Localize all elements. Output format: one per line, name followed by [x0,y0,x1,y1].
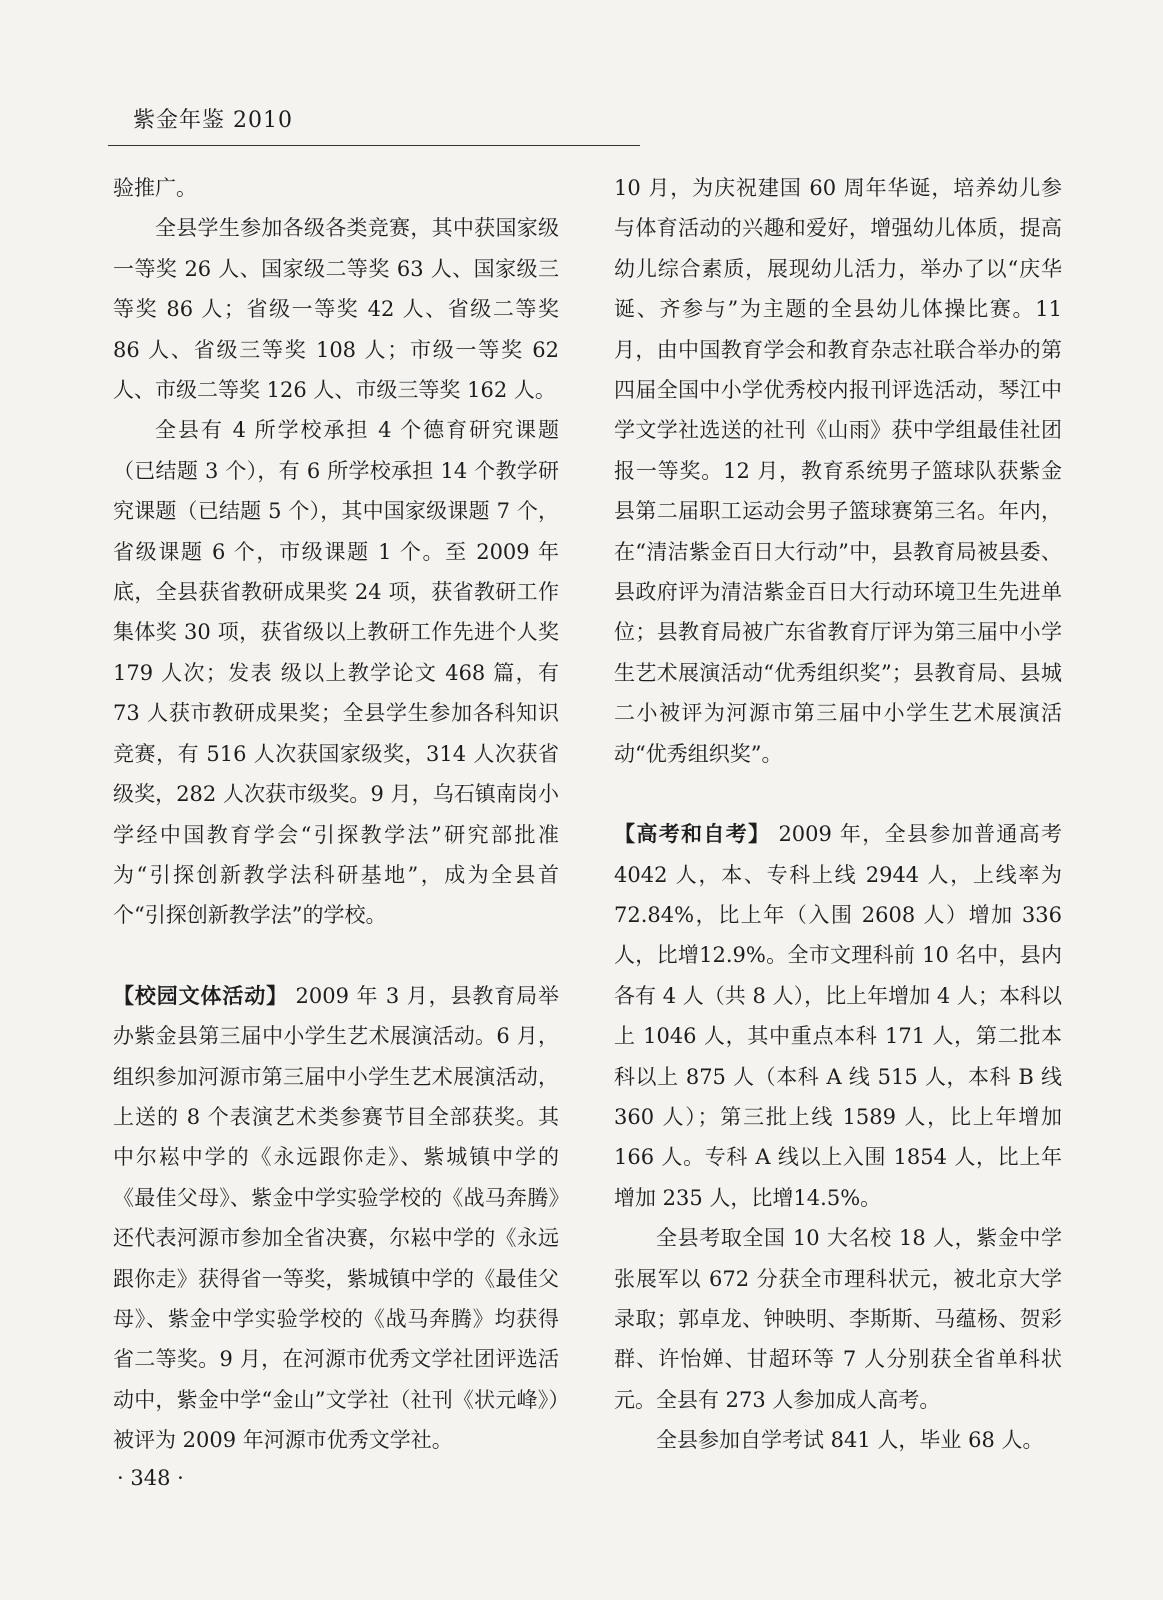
paragraph: 全县有 4 所学校承担 4 个德育研究课题（已结题 3 个），有 6 所学校承担 14 个教学研究课题（已结题 5 个），其中国家级课题 7 个，省级课题 6 个，市级课题 1 个。至 2009 年底，全县获省教研成果奖 24 项，获省教研工作集体奖 30 项，获省级以上教研工作先进个人奖 179 人次；发表 级以上教学论文 468 篇，有 73 人获市教研成果奖；全县学生参加各科知识竞赛，有 516 人次获国家级奖，314 人次获省级奖，282 人次获市级奖。9 月，乌石镇南岗小学经中国教育学会“引探教学法”研究部批准为“引探创新教学法科研基地”，成为全县首个“引探创新教学法”的学校。 [113,418,559,928]
section-title: 【校园文体活动】 [113,983,288,1008]
running-title: 紫金年鉴 2010 [133,108,293,133]
right-column [614,168,1062,1461]
paragraph: 全县学生参加各级各类竞赛，其中获国家级一等奖 26 人、国家级二等奖 63 人、国家级三等奖 86 人；省级一等奖 42 人、省级二等奖 86 人、省级三等奖 108 人；市级一等奖 62 人、市级二等奖 126 人、市级三等奖 162 人。 [113,216,559,403]
header-rule [108,145,640,146]
page-number: · 348 · [117,1466,184,1490]
paragraph: 2009 年 3 月，县教育局举办紫金县第三届中小学生艺术展演活动。6 月，组织参加河源市第三届中小学生艺术展演活动，上送的 8 个表演艺术类参赛节目全部获奖。其中尔崧中学的《永远跟你走》、紫城镇中学的《最佳父母》、紫金中学实验学校的《战马奔腾》还代表河源市参加全省决赛，尔崧中学的《永远跟你走》获得省一等奖，紫城镇中学的《最佳父母》、紫金中学实验学校的《战马奔腾》均获得省二等奖。9 月，在河源市优秀文学社团评选活动中，紫金中学“金山”文学社（社刊《状元峰》）被评为 2009 年河源市优秀文学社。 [113,983,560,1453]
paragraph: 验推广。 [113,176,197,200]
paragraph: 2009 年，全县参加普通高考 4042 人，本、专科上线 2944 人，上线率为 72.84%，比上年（入围 2608 人）增加 336 人，比增12.9%。全市文理科前 10 名中，县内各有 4 人（共 8 人），比上年增加 4 人；本科以上 1046 人，其中重点本科 171 人，第二批本科以上 875 人（本科 A 线 515 人，本科 B 线 360 人）；第三批上线 1589 人，比上年增加 166 人。专科 A 线以上入围 1854 人，比上年增加 235 人，比增14.5%。 [614,822,1063,1210]
section-campus-activities [113,976,559,1461]
paragraph: 10 月，为庆祝建国 60 周年华诞，培养幼儿参与体育活动的兴趣和爱好，增强幼儿体质，提高幼儿综合素质，展现幼儿活力，举办了以“庆华诞、齐参与”为主题的全县幼儿体操比赛。11 月，由中国教育学会和教育杂志社联合举办的第四届全国中小学优秀校内报刊评选活动，琴江中学文学社选送的社刊《山雨》获中学组最佳社团报一等奖。12 月，教育系统男子篮球队获紫金县第二届职工运动会男子篮球赛第三名。年内，在“清洁紫金百日大行动”中，县教育局被县委、县政府评为清洁紫金百日大行动环境卫生先进单位；县教育局被广东省教育厅评为第三届中小学生艺术展演活动“优秀组织奖”；县教育局、县城二小被评为河源市第三届中小学生艺术展演活动“优秀组织奖”。 [614,176,1062,766]
left-column [113,168,559,1461]
paragraph: 全县参加自学考试 841 人，毕业 68 人。 [656,1428,1044,1453]
section-exams [614,814,1062,1218]
paragraph: 全县考取全国 10 大名校 18 人，紫金中学张展军以 672 分获全市理科状元，被北京大学录取；郭卓龙、钟映明、李斯斯、马蕴杨、贺彩群、许怡婵、甘超环等 7 人分别获全省单科状元。全县有 273 人参加成人高考。 [614,1226,1062,1412]
section-title: 【高考和自考】 [614,822,771,847]
